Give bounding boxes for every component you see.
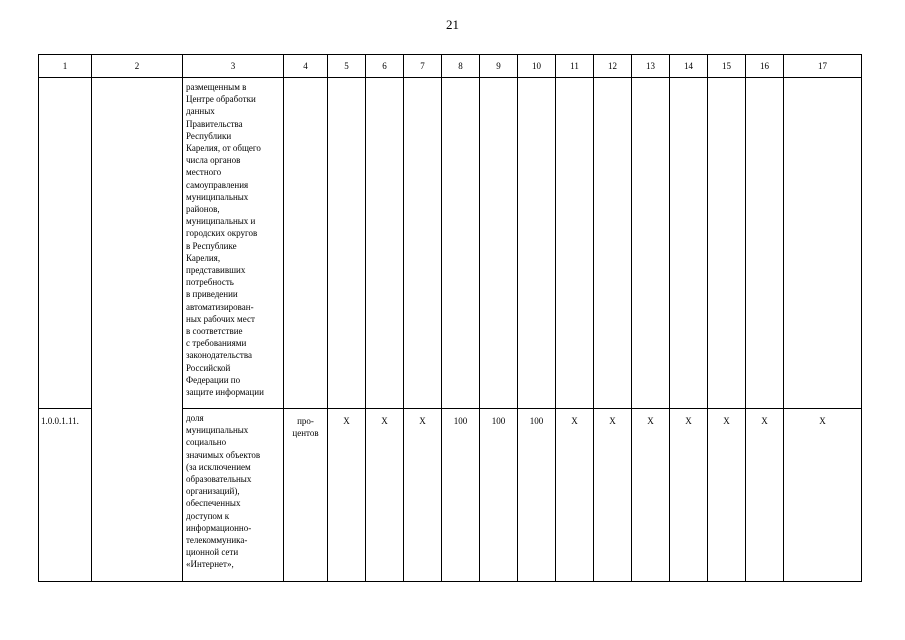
value-text: Х <box>571 416 578 426</box>
column-header: 13 <box>632 55 670 78</box>
column-header: 5 <box>328 55 366 78</box>
value-text: 100 <box>529 416 544 426</box>
value-cell <box>594 409 632 582</box>
indicator-description-text: доля муниципальных социально значимых объектов (за исключением образовательных организаций), обеспеченных доступом к информационно- телекоммуника- ционной сети «Интернет», <box>186 413 261 570</box>
unit-cell <box>284 409 328 582</box>
table-cell <box>708 78 746 409</box>
table-cell <box>480 78 518 409</box>
value-cell <box>670 409 708 582</box>
column-header: 7 <box>404 55 442 78</box>
indicator-table <box>38 54 862 582</box>
indicator-description <box>183 409 284 582</box>
table-cell <box>746 78 784 409</box>
column-header: 2 <box>92 55 183 78</box>
table-cell <box>670 78 708 409</box>
header-row <box>39 55 862 78</box>
table-cell <box>404 78 442 409</box>
table-cell <box>594 78 632 409</box>
table-cell <box>39 78 92 409</box>
table-cell <box>366 78 404 409</box>
column-header: 10 <box>518 55 556 78</box>
value-text: Х <box>723 416 730 426</box>
value-text: Х <box>381 416 388 426</box>
column-header: 11 <box>556 55 594 78</box>
column-header: 16 <box>746 55 784 78</box>
value-text: Х <box>609 416 616 426</box>
column-header: 17 <box>784 55 862 78</box>
value-cell <box>746 409 784 582</box>
value-cell <box>632 409 670 582</box>
table-cell <box>284 78 328 409</box>
value-cell <box>480 409 518 582</box>
indicator-description-text: размещенным в Центре обработки данных Правительства Республики Карелия, от общего числа органов местного самоуправления муниципальных районов, муниципальных и городских округов в Республике Карелия, представивших потребность в приведении автоматизирован- ных рабочих мест в соответствие с требованиями законодательства Российской Федерации по защите информации <box>186 82 264 398</box>
table-row <box>39 78 862 409</box>
value-cell <box>328 409 366 582</box>
value-text: 100 <box>453 416 468 426</box>
value-cell <box>366 409 404 582</box>
column-header: 12 <box>594 55 632 78</box>
indicator-code <box>39 409 92 582</box>
table-cell <box>92 78 183 582</box>
indicator-description <box>183 78 284 409</box>
table-cell <box>518 78 556 409</box>
value-text: Х <box>343 416 350 426</box>
table-cell <box>556 78 594 409</box>
indicator-code-text: 1.0.0.1.11. <box>41 416 79 426</box>
value-text: Х <box>419 416 426 426</box>
table-cell <box>784 78 862 409</box>
value-text: Х <box>819 416 826 426</box>
column-header: 4 <box>284 55 328 78</box>
value-cell <box>518 409 556 582</box>
column-header: 15 <box>708 55 746 78</box>
value-cell <box>784 409 862 582</box>
value-cell <box>708 409 746 582</box>
column-header: 3 <box>183 55 284 78</box>
column-header: 1 <box>39 55 92 78</box>
value-cell <box>404 409 442 582</box>
value-text: 100 <box>491 416 506 426</box>
unit-text: про- центов <box>292 416 319 439</box>
page-number: 21 <box>446 17 459 32</box>
table-cell <box>442 78 480 409</box>
value-text: Х <box>647 416 654 426</box>
value-cell <box>556 409 594 582</box>
table-cell <box>328 78 366 409</box>
column-header: 9 <box>480 55 518 78</box>
value-text: Х <box>685 416 692 426</box>
column-header: 6 <box>366 55 404 78</box>
column-header: 8 <box>442 55 480 78</box>
value-text: Х <box>761 416 768 426</box>
value-cell <box>442 409 480 582</box>
table-cell <box>632 78 670 409</box>
column-header: 14 <box>670 55 708 78</box>
